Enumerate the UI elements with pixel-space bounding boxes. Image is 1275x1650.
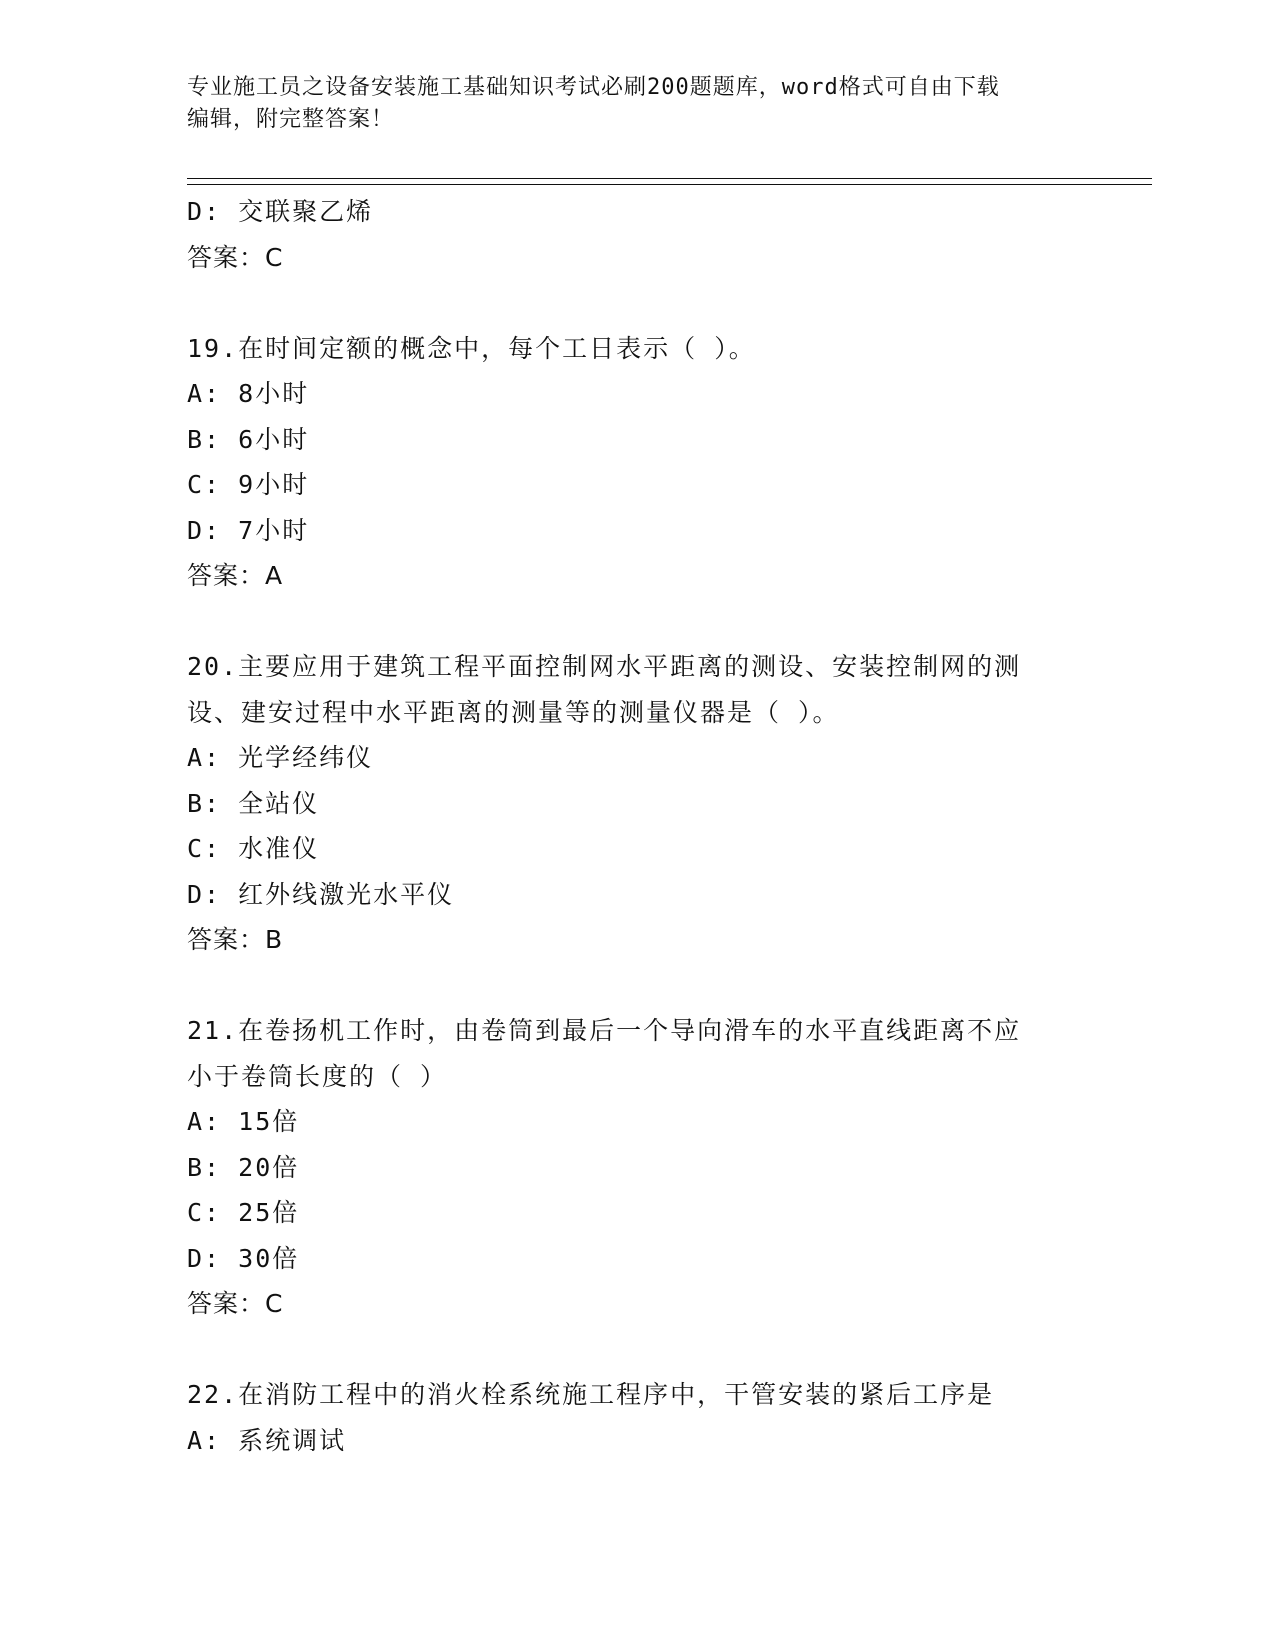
- question-text-line-2: 设、建安过程中水平距离的测量等的测量仪器是（ ）。: [187, 697, 840, 727]
- option-d: D: 7小时: [187, 515, 310, 545]
- header-divider-top: [187, 178, 1152, 179]
- option-c: C: 25倍: [187, 1198, 300, 1227]
- option-a: A: 光学经纬仪: [187, 743, 374, 772]
- answer-line: 答案：C: [187, 242, 284, 272]
- question-22: [187, 1372, 1087, 1463]
- question-text-line-1: 21.在卷扬机工作时，由卷筒到最后一个导向滑车的水平直线距离不应: [187, 1016, 1022, 1045]
- option-d: D: 交联聚乙烯: [187, 197, 374, 226]
- header-divider-bottom: [187, 184, 1152, 185]
- question-20: [187, 644, 1087, 963]
- question-list: [187, 189, 1087, 1463]
- header-title-line-1: 专业施工员之设备安装施工基础知识考试必刷200题题库，word格式可自由下载: [187, 75, 1000, 100]
- spacer: [187, 1327, 1087, 1373]
- option-c: C: 水准仪: [187, 834, 320, 863]
- question-text: 22.在消防工程中的消火栓系统施工程序中，干管安装的紧后工序是: [187, 1380, 995, 1409]
- option-b: B: 20倍: [187, 1152, 300, 1182]
- option-b: B: 全站仪: [187, 788, 320, 818]
- header-title-line-2: 编辑，附完整答案！: [187, 107, 395, 132]
- question-text-line-1: 20.主要应用于建筑工程平面控制网水平距离的测设、安装控制网的测: [187, 652, 1022, 681]
- option-a: A: 15倍: [187, 1107, 300, 1136]
- answer-line: 答案：A: [187, 561, 284, 590]
- document-header: [187, 72, 1087, 136]
- option-a: A: 8小时: [187, 379, 310, 408]
- answer-line: 答案：B: [187, 925, 284, 954]
- option-b: B: 6小时: [187, 424, 310, 454]
- question-text: 19.在时间定额的概念中，每个工日表示（ ）。: [187, 333, 756, 363]
- question-text-line-2: 小于卷筒长度的（ ）: [187, 1061, 448, 1091]
- question-21: [187, 1008, 1087, 1327]
- option-d: D: 红外线激光水平仪: [187, 879, 455, 909]
- answer-line: 答案：C: [187, 1289, 284, 1318]
- question-19: [187, 326, 1087, 599]
- spacer: [187, 963, 1087, 1009]
- option-a: A: 系统调试: [187, 1425, 347, 1455]
- option-c: C: 9小时: [187, 470, 310, 499]
- option-d: D: 30倍: [187, 1243, 300, 1273]
- spacer: [187, 599, 1087, 645]
- spacer: [187, 280, 1087, 326]
